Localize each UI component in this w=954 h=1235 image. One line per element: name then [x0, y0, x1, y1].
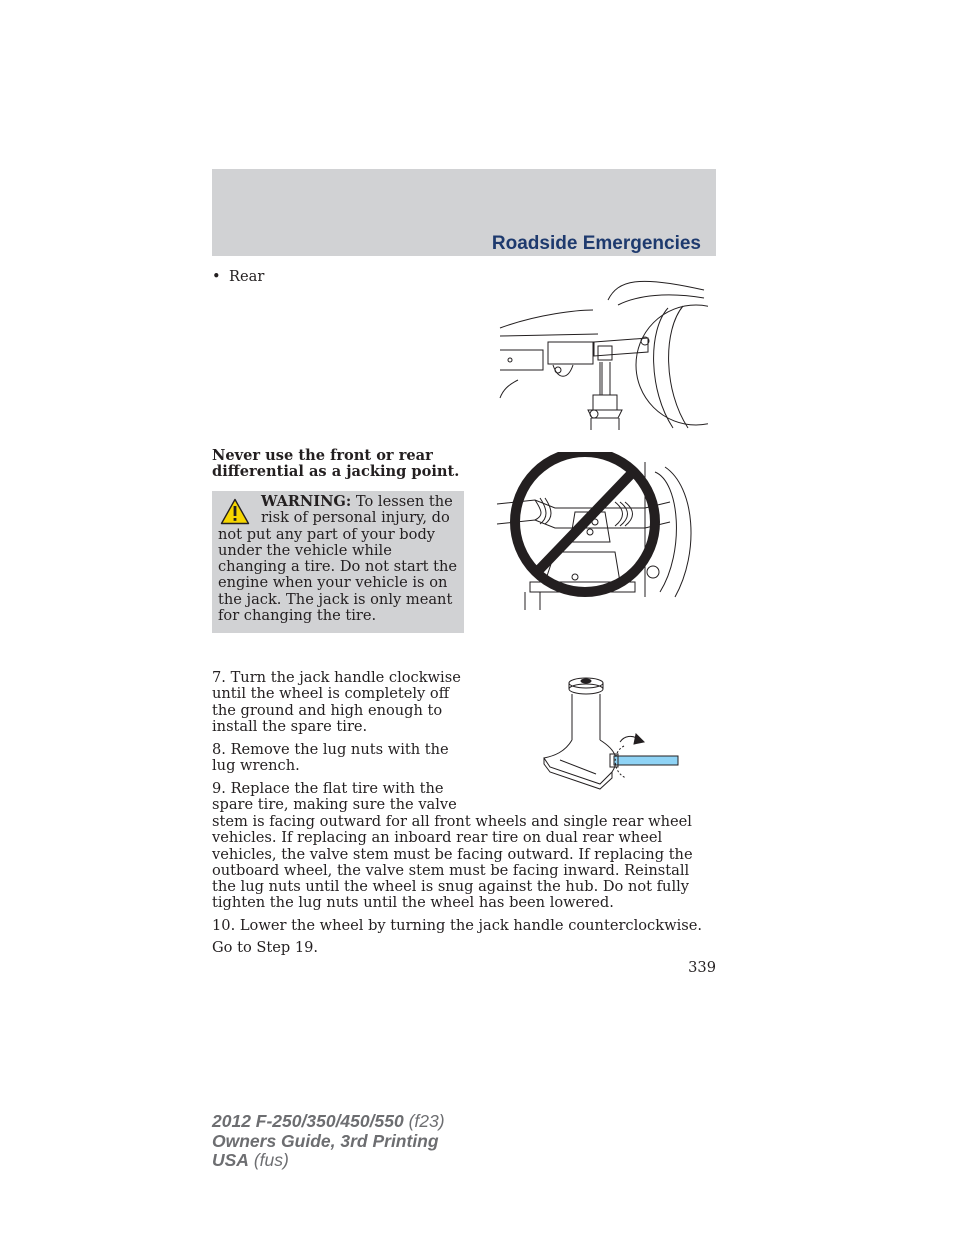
- warning-body: risk of personal injury, do not put any part of your body under the vehicle while changing a tire. Do not start the engine when your vehicle is on the jack. The jack is only meant for changing the tire.: [218, 509, 458, 625]
- jack-handle-illustration: [540, 674, 682, 796]
- differential-caution: Never use the front or rear differential as a jacking point.: [212, 447, 460, 481]
- bullet-text: Rear: [229, 268, 265, 285]
- section-header-band: [212, 169, 716, 256]
- footer-model-code: (f23): [408, 1111, 445, 1131]
- go-to-step: Go to Step 19.: [212, 939, 319, 956]
- page-number: 339: [688, 959, 716, 976]
- step-9-intro: 9. Replace the flat tire with the spare tire, making sure the valve: [212, 780, 457, 814]
- footer-line-3: [212, 1151, 445, 1171]
- footer-line-1: [212, 1112, 445, 1132]
- footer-line-2: [212, 1132, 445, 1152]
- footer-model: 2012 F-250/350/450/550: [212, 1111, 404, 1131]
- step-9-body: stem is facing outward for all front wheels and single rear wheel vehicles. If replacing an inboard rear tire on dual rear wheel vehicles, the valve stem must be facing outward. If replacing the outboard wheel, the valve stem must be facing inward. Reinstall the lug nuts until the wheel is snug against the hub. Do not fully tighten the lug nuts until the wheel has been lowered.: [212, 813, 693, 912]
- step-10: 10. Lower the wheel by turning the jack handle counterclockwise.: [212, 917, 702, 934]
- step-8: 8. Remove the lug nuts with the lug wrench.: [212, 741, 449, 775]
- warning-first-line: To lessen the: [355, 493, 453, 510]
- section-title: Roadside Emergencies: [491, 232, 701, 254]
- bullet-symbol: •: [212, 268, 221, 285]
- step-7: 7. Turn the jack handle clockwise until the wheel is completely off the ground and high enough to install the spare tire.: [212, 669, 461, 735]
- warning-box: [212, 491, 464, 633]
- footer-market: USA: [212, 1150, 249, 1170]
- warning-label: WARNING:: [261, 493, 352, 510]
- document-footer: [212, 1112, 445, 1171]
- rear-jacking-point-illustration: [498, 270, 708, 435]
- footer-market-code: (fus): [253, 1150, 289, 1170]
- warning-text: [218, 494, 462, 624]
- bullet-item-rear: [212, 269, 264, 285]
- footer-guide-title: Owners Guide, 3rd Printing: [212, 1130, 439, 1151]
- differential-prohibited-illustration: [495, 452, 710, 612]
